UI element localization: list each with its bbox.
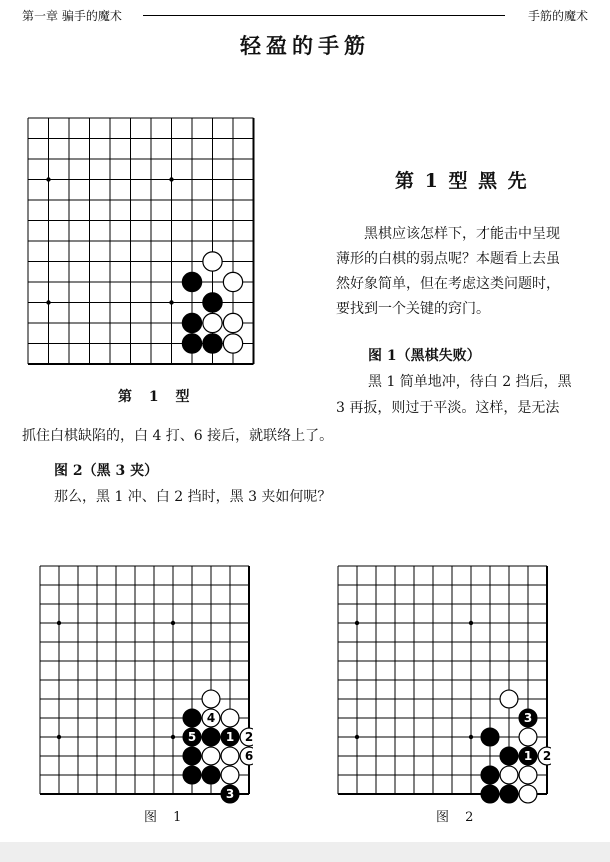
- go-board: [36, 562, 253, 808]
- move-number: 4: [206, 711, 216, 725]
- black-stone: [183, 747, 201, 765]
- white-stone: [203, 252, 222, 271]
- viewer-bottom-bar: [0, 842, 610, 862]
- go-board: [24, 114, 258, 378]
- figure-1-caption: 图 1: [144, 810, 188, 825]
- white-stone: [221, 709, 239, 727]
- move-number: 3: [523, 711, 533, 725]
- header-rule: [143, 15, 505, 16]
- intro-line: 黑棋应该怎样下，才能击中呈现: [364, 226, 560, 242]
- star-point: [57, 621, 61, 625]
- white-stone: [538, 747, 551, 765]
- black-stone: [202, 728, 220, 746]
- white-stone: [223, 272, 242, 291]
- black-stone: [182, 313, 201, 332]
- fig1-text-line: 黑 1 简单地冲，待白 2 挡后，黑: [368, 374, 572, 390]
- problem-caption: 第 1 型: [118, 389, 196, 405]
- white-stone: [519, 766, 537, 784]
- black-stone: [203, 293, 222, 312]
- figure-1-board: [36, 562, 253, 808]
- fig2-text-line: 那么，黑 1 冲、白 2 挡时，黑 3 夹如何呢？: [54, 489, 332, 505]
- black-stone: [182, 272, 201, 291]
- black-stone: [182, 334, 201, 353]
- problem-intro: [336, 222, 596, 322]
- move-number: 2: [244, 730, 253, 744]
- move-number: 5: [187, 730, 197, 744]
- black-stone: [481, 766, 499, 784]
- black-stone: [481, 728, 499, 746]
- black-stone: [221, 785, 239, 803]
- black-stone: [519, 709, 537, 727]
- intro-line: 薄形的白棋的弱点呢？本题看上去虽: [336, 251, 560, 267]
- black-stone: [203, 334, 222, 353]
- star-point: [171, 735, 175, 739]
- star-point: [169, 177, 173, 181]
- black-stone: [183, 728, 201, 746]
- star-point: [355, 735, 359, 739]
- header-book-title: 手筋的魔术: [527, 9, 588, 23]
- move-number: 3: [225, 787, 235, 801]
- star-point: [469, 735, 473, 739]
- fig1-text-line: 3 再扳，则过于平淡。这样，是无法: [336, 400, 560, 416]
- white-stone: [519, 728, 537, 746]
- white-stone: [203, 313, 222, 332]
- white-stone: [240, 747, 253, 765]
- black-stone: [481, 785, 499, 803]
- move-number: 6: [244, 749, 253, 763]
- white-stone: [202, 747, 220, 765]
- white-stone: [500, 766, 518, 784]
- star-point: [46, 300, 50, 304]
- star-point: [355, 621, 359, 625]
- star-point: [171, 621, 175, 625]
- fig2-heading: 图 2（黑 3 夹）: [54, 463, 159, 479]
- move-number: 2: [542, 749, 551, 763]
- star-point: [169, 300, 173, 304]
- black-stone: [519, 747, 537, 765]
- white-stone: [240, 728, 253, 746]
- star-point: [57, 735, 61, 739]
- white-stone: [221, 766, 239, 784]
- go-board: [334, 562, 551, 808]
- intro-line: 然好象简单，但在考虑这类问题时，: [336, 276, 560, 292]
- white-stone: [223, 334, 242, 353]
- white-stone: [223, 313, 242, 332]
- move-number: 1: [523, 749, 533, 763]
- white-stone: [500, 690, 518, 708]
- fig1-heading: 图 1（黑棋失败）: [368, 348, 481, 364]
- fig1-text-line: 抓住白棋缺陷的，白 4 打、6 接后，就联络上了。: [22, 428, 334, 444]
- black-stone: [183, 709, 201, 727]
- black-stone: [202, 766, 220, 784]
- star-point: [46, 177, 50, 181]
- black-stone: [221, 728, 239, 746]
- black-stone: [183, 766, 201, 784]
- intro-line: 要找到一个关键的窍门。: [336, 301, 490, 317]
- page-title: 轻盈的手筋: [240, 33, 370, 58]
- move-number: 1: [225, 730, 235, 744]
- black-stone: [500, 785, 518, 803]
- problem-title: 第 1 型 黑 先: [395, 170, 529, 192]
- white-stone: [202, 709, 220, 727]
- white-stone: [221, 747, 239, 765]
- star-point: [469, 621, 473, 625]
- figure-2-caption: 图 2: [436, 810, 480, 825]
- problem-board: [24, 114, 258, 378]
- header-chapter: 第一章 骗手的魔术: [22, 9, 122, 23]
- white-stone: [202, 690, 220, 708]
- figure-2-board: [334, 562, 551, 808]
- white-stone: [519, 785, 537, 803]
- black-stone: [500, 747, 518, 765]
